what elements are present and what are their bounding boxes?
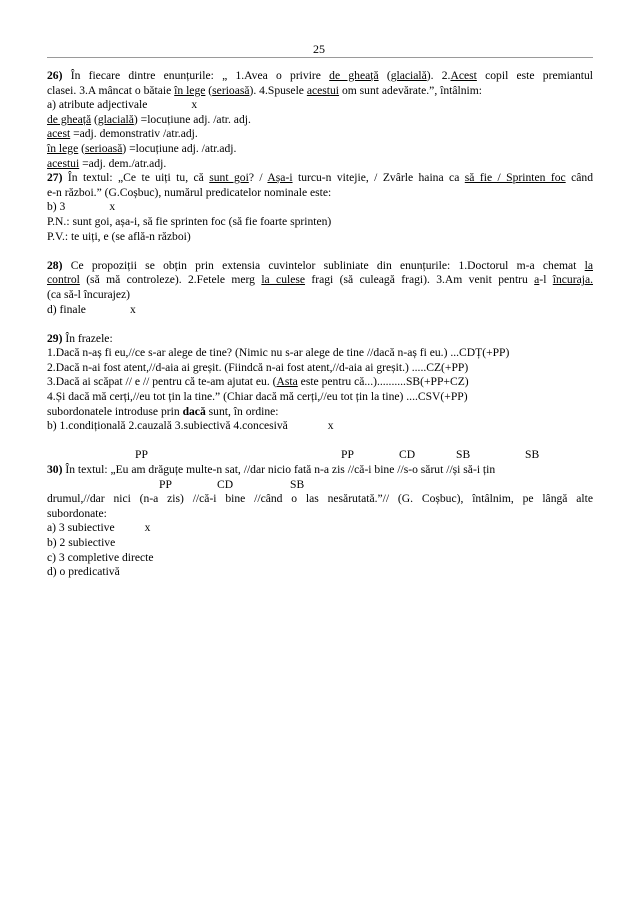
q29-answer	[47, 419, 593, 434]
q30-number: 30)	[47, 463, 63, 477]
q28-line-1	[47, 259, 593, 274]
q26-text: ) =locuțiune adj. /atr. adj.	[133, 112, 251, 126]
q29-text: 3.Dacă ai scăpat // e // pentru că te-am ajutat eu. (	[47, 375, 277, 389]
clause-tag: PP	[341, 448, 354, 462]
q26-text: =adj. dem./atr.adj.	[79, 156, 167, 170]
q26-text: ) =locuțiune adj. /atr.adj.	[122, 141, 237, 155]
q26-explanation-4	[47, 157, 593, 172]
q27-nominal-predicates: P.N.: sunt goi, așa-i, să fie sprinten foc (să fie foarte sprinten)	[47, 214, 332, 228]
q28-text: -l	[539, 273, 553, 287]
spacer	[47, 434, 593, 449]
q26-underlined: glacială	[390, 69, 427, 82]
answer-mark: x	[191, 98, 198, 112]
q28-answer	[47, 303, 593, 318]
clause-tag: PP	[135, 448, 148, 462]
q30-clause-tags-2	[47, 478, 593, 493]
q29-underlined: Asta	[276, 375, 298, 389]
answer-mark: x	[109, 200, 116, 214]
q26-explanation-2	[47, 127, 593, 142]
q27-verbal-predicates: P.V.: te uiți, e (se află-n război)	[47, 229, 191, 243]
clause-tag: SB	[525, 448, 540, 462]
q26-underlined: serioasă	[85, 141, 123, 155]
q30-option-a	[47, 521, 593, 536]
q29-line-6	[47, 405, 593, 420]
q26-answer	[47, 98, 593, 113]
q26-text: În fiecare dintre enunțurile: „ 1.Avea o privire	[62, 69, 330, 82]
q26-text: om sunt adevărate.”, întâlnim:	[339, 83, 482, 97]
page-number: 25	[313, 42, 325, 56]
q27-line-1	[47, 171, 593, 186]
answer-text: a) 3 subiective	[47, 521, 115, 535]
q26-underlined: Acest	[450, 69, 477, 82]
q27-line-2: e-n război.” (G.Coșbuc), numărul predicatelor nominale este:	[47, 185, 332, 199]
q28-underlined: la culese	[261, 273, 306, 287]
page-content	[47, 69, 593, 580]
q29-text: În frazele:	[62, 331, 113, 345]
answer-mark: x	[144, 521, 151, 535]
q26-underlined: acestui	[47, 156, 80, 170]
q27-underlined: sunt goi	[209, 171, 249, 185]
q26-text: clasei. 3.A mâncat o bătaie	[47, 83, 175, 97]
q26-explanation-3	[47, 142, 593, 157]
q26-underlined: în lege	[47, 141, 79, 155]
q30-option-b: b) 2 subiective	[47, 536, 116, 549]
q27-underlined: să fie / Sprinten foc	[464, 171, 566, 185]
spacer	[47, 244, 593, 259]
q26-text: (	[78, 141, 85, 155]
q28-underlined: a	[534, 273, 540, 287]
q30-clause-tags-1	[47, 448, 593, 463]
q26-line-2	[47, 84, 593, 99]
q26-text: (	[91, 112, 98, 126]
answer-text: b) 3	[47, 200, 66, 214]
q27-text: turcu-n vitejie, / Zvârle haina ca	[292, 171, 465, 185]
q27-text: În textul: „Ce te uiți tu, că	[62, 171, 210, 185]
q28-underlined: încuraja.	[552, 273, 593, 287]
clause-tag: SB	[456, 448, 471, 462]
spacer	[47, 317, 593, 332]
clause-tag: CD	[217, 477, 234, 491]
q28-underlined: la	[584, 258, 593, 272]
q29-number: 29)	[47, 331, 63, 345]
answer-text: a) atribute adjectivale	[47, 98, 148, 112]
answer-mark: x	[129, 302, 136, 316]
answer-text: b) 1.condițională 2.cauzală 3.subiectivă 4.concesivă	[47, 419, 288, 433]
header-rule	[47, 57, 593, 58]
clause-tag: SB	[290, 477, 305, 491]
q30-line-3: drumul,//dar nici (n-a zis) //că-i bine //când o las nesărutată.”// (G. Coșbuc), întâlnim, pe lângă alte	[47, 492, 593, 506]
clause-tag: PP	[159, 477, 172, 491]
q26-number: 26)	[47, 69, 63, 82]
answer-mark: x	[327, 419, 334, 433]
q29-text: este pentru că...)..........SB(+PP+CZ)	[297, 375, 469, 389]
q28-text: (să mă controleze). 2.Fetele merg	[79, 273, 262, 287]
q26-explanation-1	[47, 113, 593, 128]
q26-text: =adj. demonstrativ /atr.adj.	[70, 127, 198, 141]
clause-tag: CD	[399, 448, 416, 462]
q26-text: ). 4.Spusele	[249, 83, 307, 97]
q26-text: ). 2.	[426, 69, 451, 82]
q26-underlined: acest	[47, 127, 71, 141]
q29-sentence-4: 4.Și dacă mă cerți,//eu tot țin la tine.” (Chiar dacă mă cerți,//eu tot țin la tine) ....CSV(+PP)	[47, 390, 468, 404]
q29-text: sunt, în ordine:	[205, 404, 279, 418]
q27-underlined: Așa-i	[267, 171, 293, 185]
q26-line-1	[47, 69, 593, 84]
q28-line-2	[47, 273, 593, 288]
q29-line-1	[47, 332, 593, 347]
q29-sentence-1: 1.Dacă n-aș fi eu,//ce s-ar alege de tine? (Nimic nu s-ar alege de tine //dacă n-aș fi eu.) ...CDȚ(+PP)	[47, 346, 510, 360]
q26-text: (	[205, 83, 213, 97]
q29-sentence-2: 2.Dacă n-ai fost atent,//d-aia ai greșit. (Fiindcă n-ai fost atent,//d-aia ai greșit.) .....CZ(+PP)	[47, 360, 469, 374]
q27-text: ? /	[248, 171, 268, 185]
q27-answer	[47, 200, 593, 215]
q30-text: În textul: „Eu am drăguțe multe-n sat, //dar nicio fată n-a zis //că-i bine //s-o sărut //și să-i țin	[62, 463, 496, 477]
q28-number: 28)	[47, 258, 63, 272]
q28-underlined: control	[47, 273, 80, 287]
q28-text: fragi (să culeagă fragi). 3.Am venit pentru	[305, 273, 535, 287]
q29-bold-word: dacă	[182, 404, 206, 418]
q26-underlined: serioasă	[212, 83, 250, 97]
q30-line-1	[47, 463, 593, 478]
q26-underlined: de gheață	[47, 112, 92, 126]
q28-line-3: (ca să-l încurajez)	[47, 287, 131, 301]
q26-underlined: de gheață	[329, 69, 379, 82]
q26-underlined: acestui	[306, 83, 340, 97]
q27-number: 27)	[47, 171, 63, 185]
q26-underlined: în lege	[174, 83, 206, 97]
q30-line-4: subordonate:	[47, 506, 107, 520]
q26-underlined: glacială	[97, 112, 134, 126]
q27-text: când	[565, 171, 594, 185]
q26-text: copil este premiantul	[476, 69, 594, 82]
q26-text: (	[378, 69, 391, 82]
q29-sentence-3	[47, 375, 593, 390]
q29-text: subordonatele introduse prin	[47, 404, 183, 418]
answer-text: d) finale	[47, 302, 86, 316]
q28-text: Ce propoziții se obțin prin extensia cuvintelor subliniate din enunțurile: 1.Doctorul m-a chemat	[62, 258, 585, 272]
q30-option-c: c) 3 completive directe	[47, 550, 154, 564]
q30-option-d: d) o predicativă	[47, 565, 120, 579]
